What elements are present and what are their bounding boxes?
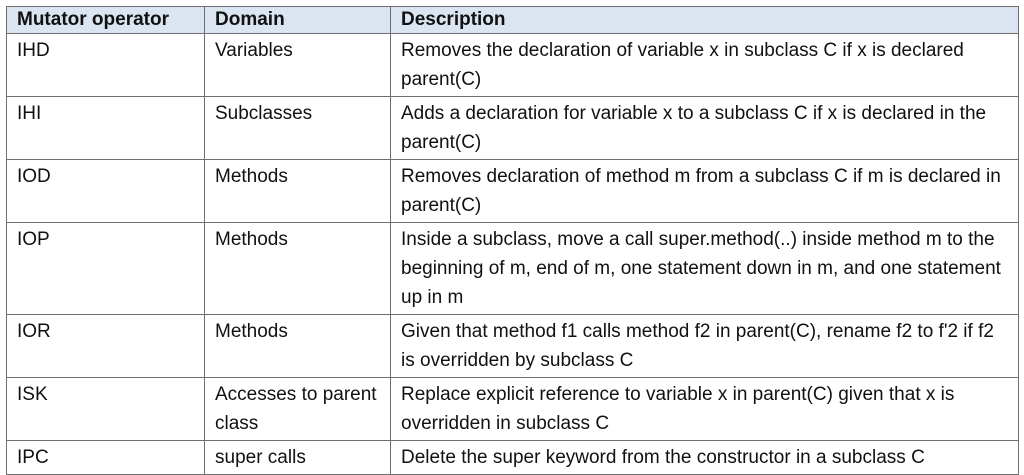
header-description: Description xyxy=(391,7,1019,34)
table-row xyxy=(7,378,1019,441)
table-row xyxy=(7,315,1019,378)
description-cell: Given that method f1 calls method f2 in parent(C), rename f2 to f'2 if f2 is overridden by subclass C xyxy=(391,315,1019,378)
domain-cell: Methods xyxy=(205,315,391,378)
table-row xyxy=(7,223,1019,315)
header-mutator-operator: Mutator operator xyxy=(7,7,205,34)
domain-cell: Methods xyxy=(205,160,391,223)
description-cell: Removes declaration of method m from a subclass C if m is declared in parent(C) xyxy=(391,160,1019,223)
operator-cell: IOR xyxy=(7,315,205,378)
table-header xyxy=(7,7,1019,34)
domain-cell: super calls xyxy=(205,441,391,475)
mutator-operators-table-container xyxy=(6,6,1018,475)
description-cell: Removes the declaration of variable x in subclass C if x is declared parent(C) xyxy=(391,34,1019,97)
operator-cell: IHI xyxy=(7,97,205,160)
table-row xyxy=(7,160,1019,223)
operator-cell: IHD xyxy=(7,34,205,97)
mutator-operators-table xyxy=(6,6,1019,475)
header-domain: Domain xyxy=(205,7,391,34)
header-row xyxy=(7,7,1019,34)
table-row xyxy=(7,441,1019,475)
domain-cell: Subclasses xyxy=(205,97,391,160)
table-row xyxy=(7,34,1019,97)
operator-cell: IOP xyxy=(7,223,205,315)
table-body xyxy=(7,34,1019,475)
domain-cell: Accesses to parent class xyxy=(205,378,391,441)
operator-cell: ISK xyxy=(7,378,205,441)
operator-cell: IPC xyxy=(7,441,205,475)
description-cell: Replace explicit reference to variable x in parent(C) given that x is overridden in subclass C xyxy=(391,378,1019,441)
table-row xyxy=(7,97,1019,160)
description-cell: Adds a declaration for variable x to a subclass C if x is declared in the parent(C) xyxy=(391,97,1019,160)
operator-cell: IOD xyxy=(7,160,205,223)
domain-cell: Variables xyxy=(205,34,391,97)
description-cell: Delete the super keyword from the constructor in a subclass C xyxy=(391,441,1019,475)
description-cell: Inside a subclass, move a call super.method(..) inside method m to the beginning of m, end of m, one statement down in m, and one statement up in m xyxy=(391,223,1019,315)
domain-cell: Methods xyxy=(205,223,391,315)
